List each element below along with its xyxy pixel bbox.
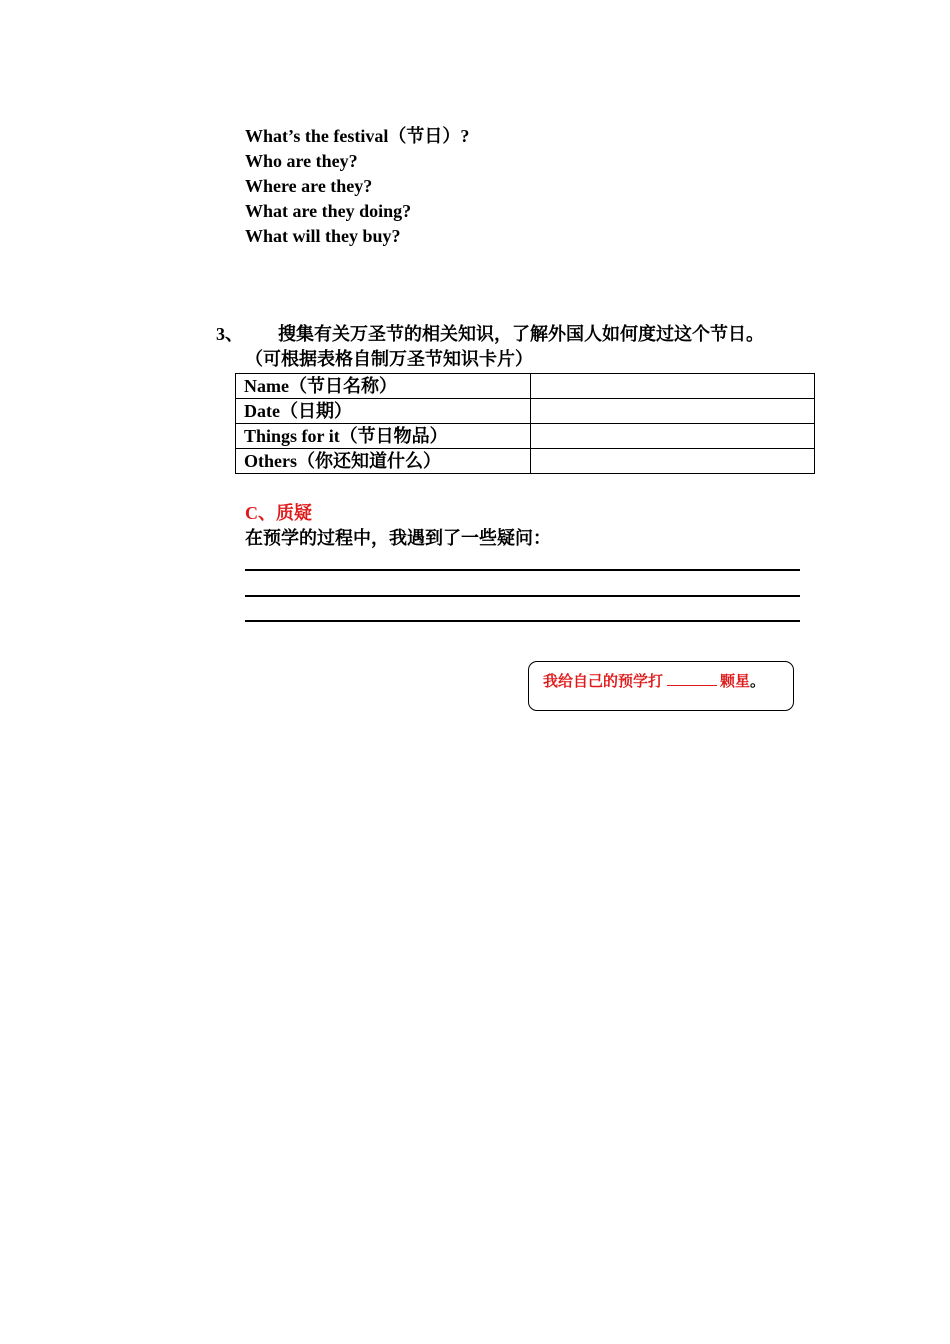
- answer-line[interactable]: [245, 620, 800, 622]
- answer-line[interactable]: [245, 595, 800, 597]
- rating-suffix: 颗星: [720, 674, 751, 690]
- answer-cell[interactable]: [531, 399, 815, 424]
- row-label: Date（日期）: [236, 399, 531, 424]
- table-row: [236, 424, 815, 449]
- star-count-blank[interactable]: [667, 671, 717, 686]
- rating-prefix: 我给自己的预学打: [543, 674, 664, 690]
- row-label: Things for it（节日物品）: [236, 424, 531, 449]
- question-item: What will they buy?: [245, 226, 401, 246]
- questions-prompt: 在预学的过程中，我遇到了一些疑问：: [245, 528, 551, 548]
- table-row: [236, 399, 815, 424]
- section-number: 3、: [216, 324, 243, 344]
- knowledge-card-table: [235, 373, 815, 474]
- answer-cell[interactable]: [531, 449, 815, 474]
- question-item: Where are they?: [245, 176, 373, 196]
- question-item: Who are they?: [245, 151, 358, 171]
- section-note: （可根据表格自制万圣节知识卡片）: [245, 349, 533, 369]
- answer-line[interactable]: [245, 569, 800, 571]
- table-row: [236, 374, 815, 399]
- self-rating-text: [543, 671, 765, 692]
- answer-cell[interactable]: [531, 424, 815, 449]
- self-rating-box: [528, 661, 794, 711]
- rating-end: 。: [750, 674, 766, 690]
- question-item: What are they doing?: [245, 201, 412, 221]
- question-list: [245, 124, 469, 249]
- row-label: Name（节日名称）: [236, 374, 531, 399]
- row-label: Others（你还知道什么）: [236, 449, 531, 474]
- question-item: What’s the festival（节日）?: [245, 126, 470, 146]
- section-instruction: 搜集有关万圣节的相关知识，了解外国人如何度过这个节日。: [278, 324, 764, 344]
- section-3-heading: [216, 322, 764, 347]
- table-row: [236, 449, 815, 474]
- section-c-heading: C、质疑: [245, 503, 312, 523]
- answer-cell[interactable]: [531, 374, 815, 399]
